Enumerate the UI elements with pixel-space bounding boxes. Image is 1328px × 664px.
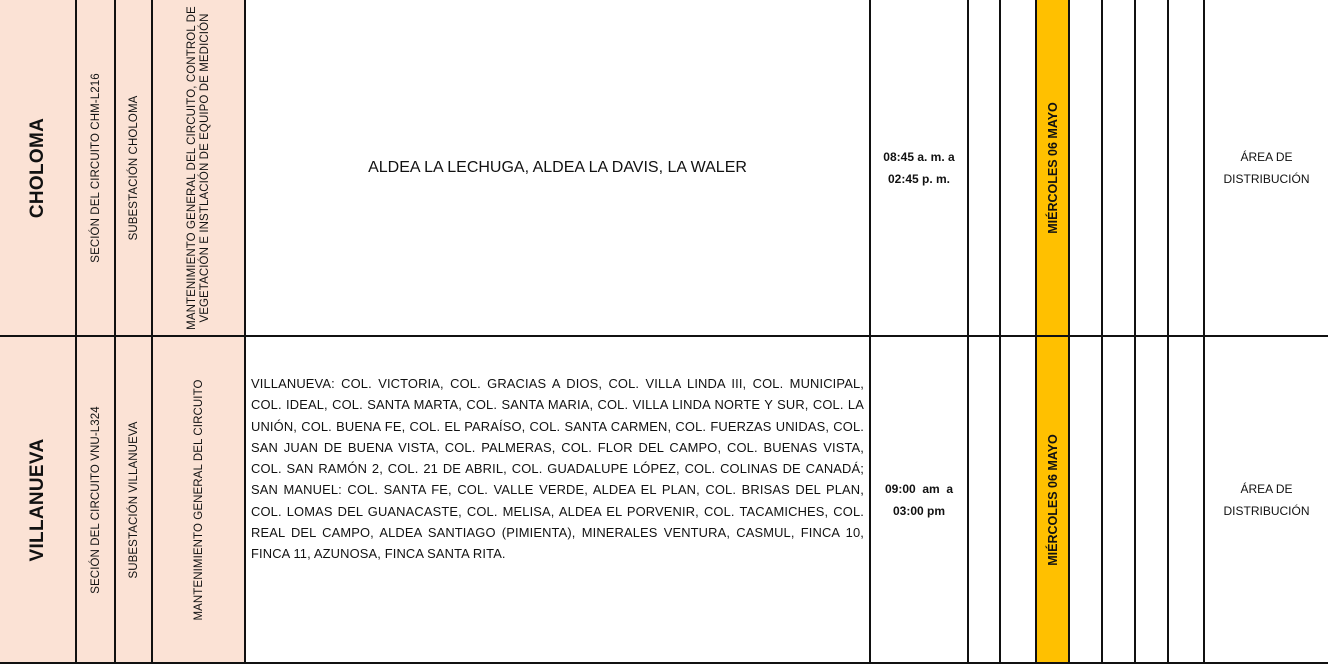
work-description: MANTENIMIENTO GENERAL DEL CIRCUITO, CONTROL DE VEGETACIÓN E INSTLACIÓN DE EQUIPO DE MEDICIÓN (185, 5, 211, 330)
area-line-1: ÁREA DE (1240, 149, 1293, 164)
sectors-text: VILLANUEVA: COL. VICTORIA, COL. GRACIAS A DIOS, COL. VILLA LINDA III, COL. MUNICIPAL, COL. IDEAL, COL. SANTA MARTA, COL. SANTA MARIA, COL. VILLA LINDA NORTE Y SUR, COL. LA UNIÓN, COL. BUENA FE, COL. EL PARAÍSO, COL. SANTA CARMEN, COL. FUERZAS UNIDAS, COL. SAN JUAN DE BUENA VISTA, COL. PALMERAS, COL. FLOR DEL CAMPO, COL. BUENAS VISTA, COL. SAN RAMÓN 2, COL. 21 DE ABRIL, COL. GUADALUPE LÓPEZ, COL. COLINAS DE CANADÁ; SAN MANUEL: COL. SANTA FE, COL. VALLE VERDE, ALDEA EL PLAN, COL. BRISAS DEL PLAN, COL. LOMAS DEL GUANACASTE, COL. MELISA, ALDEA EL PORVENIR, COL. TACAMICHES, COL. REAL DEL CAMPO, ALDEA SANTIAGO (PIMIENTA), MINERALES VENTURA, CASMUL, FINCA 10, FINCA 11, AZUNOSA, FINCA SANTA RITA. (251, 376, 864, 562)
area-line-2: DISTRIBUCIÓN (1223, 171, 1310, 186)
work-description: MANTENIMIENTO GENERAL DEL CIRCUITO (192, 378, 205, 621)
empty-cell (1103, 337, 1136, 664)
empty-cell (1103, 0, 1136, 337)
circuit-cell (77, 0, 116, 337)
work-description-cell (153, 0, 246, 337)
time-range (871, 0, 967, 335)
substation-label: SUBESTACIÓN VILLANUEVA (127, 420, 140, 579)
time-start: 08:45 a. m. a (883, 149, 955, 164)
date-label: MIÉRCOLES 06 MAYO (1045, 433, 1060, 566)
time-end: 02:45 p. m. (887, 171, 950, 186)
empty-cell (1169, 337, 1205, 664)
substation-label: SUBESTACIÓN CHOLOMA (127, 95, 140, 240)
date-cell (1037, 337, 1070, 664)
empty-cell (969, 337, 1001, 664)
city-cell-villanueva (0, 337, 77, 664)
area-line-1: ÁREA DE (1240, 481, 1293, 496)
time-range (871, 337, 967, 662)
date-label: MIÉRCOLES 06 MAYO (1045, 101, 1060, 234)
circuit-cell (77, 337, 116, 664)
circuit-label: SECIÓN DEL CIRCUITO VNU-L324 (89, 405, 102, 594)
city-cell-choloma (0, 0, 77, 337)
city-label: VILLANUEVA (26, 438, 48, 561)
empty-cell (1001, 337, 1037, 664)
time-end: 03:00 pm (892, 503, 945, 518)
empty-cell (1169, 0, 1205, 337)
time-cell (871, 0, 969, 337)
responsible-area (1205, 337, 1328, 662)
time-cell (871, 337, 969, 664)
area-line-2: DISTRIBUCIÓN (1223, 503, 1310, 518)
substation-cell (116, 0, 153, 337)
substation-cell (116, 337, 153, 664)
responsible-area-cell (1205, 337, 1328, 664)
time-start: 09:00 am a (884, 481, 954, 496)
sectors-cell (246, 337, 871, 664)
sectors-text: ALDEA LA LECHUGA, ALDEA LA DAVIS, LA WALER (368, 158, 747, 176)
empty-cell (1070, 0, 1103, 337)
date-cell (1037, 0, 1070, 337)
work-description-cell (153, 337, 246, 664)
empty-cell (1001, 0, 1037, 337)
empty-cell (1136, 0, 1169, 337)
city-label: CHOLOMA (26, 117, 48, 218)
responsible-area-cell (1205, 0, 1328, 337)
empty-cell (1070, 337, 1103, 664)
circuit-label: SECIÓN DEL CIRCUITO CHM-L216 (89, 72, 102, 263)
empty-cell (1136, 337, 1169, 664)
sectors-cell (246, 0, 871, 337)
empty-cell (969, 0, 1001, 337)
responsible-area (1205, 0, 1328, 335)
